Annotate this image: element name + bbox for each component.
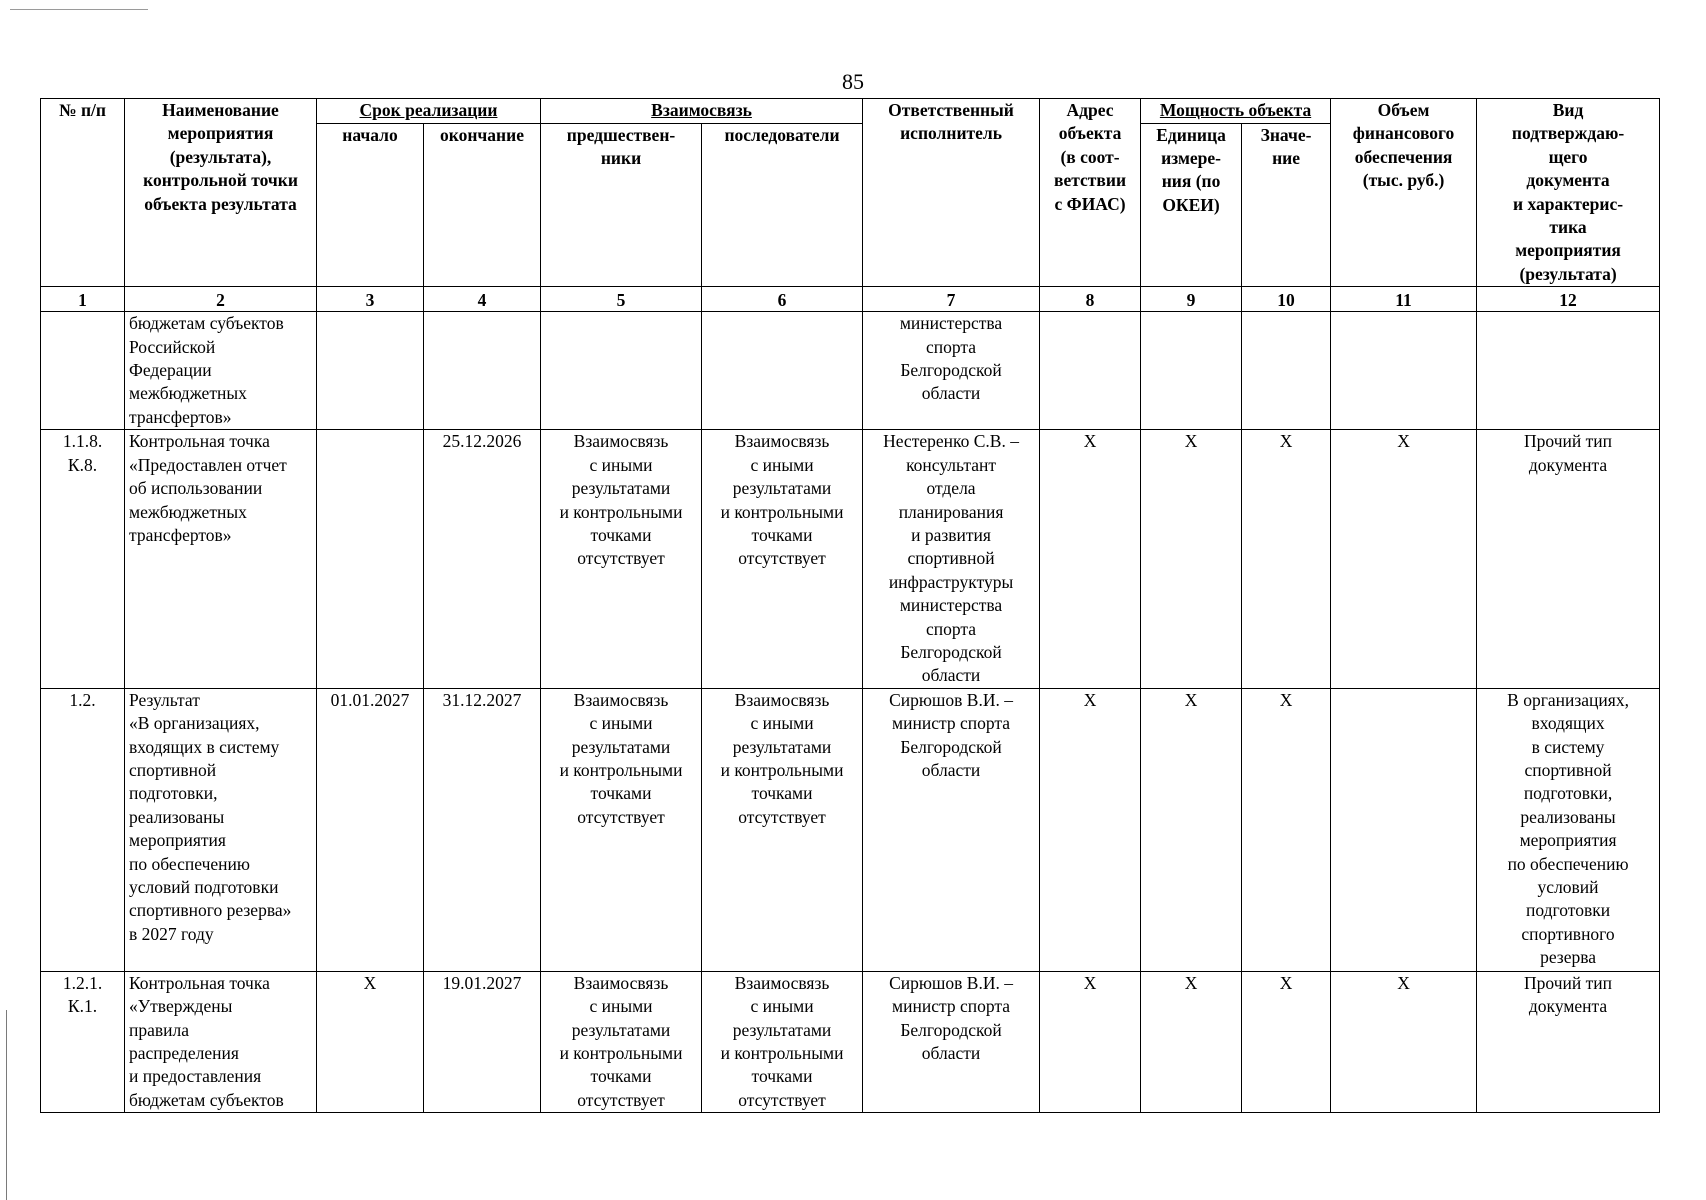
- header-term: Срок реализации: [317, 99, 541, 124]
- results-table: [40, 98, 1660, 1113]
- cell-doc-type: Прочий тип документа: [1477, 971, 1660, 1112]
- column-number: 6: [702, 287, 863, 312]
- column-number: 2: [125, 287, 317, 312]
- column-number: 1: [41, 287, 125, 312]
- cell-name: Контрольная точка «Предоставлен отчет об использовании межбюджетных трансфертов»: [125, 430, 317, 688]
- cell-finance: [1331, 312, 1477, 430]
- cell-name: Контрольная точка «Утверждены правила распределения и предоставления бюджетам субъектов: [125, 971, 317, 1112]
- cell-doc-type: Прочий тип документа: [1477, 430, 1660, 688]
- cell-predecessors: [541, 312, 702, 430]
- table-row: [41, 430, 1660, 688]
- header-num: № п/п: [41, 99, 125, 287]
- header-value: Значе- ние: [1242, 123, 1331, 287]
- cell-address: [1040, 312, 1141, 430]
- cell-start: X: [317, 971, 424, 1112]
- top-edge-rule: [10, 9, 148, 10]
- cell-start: [317, 430, 424, 688]
- header-relation: Взаимосвязь: [541, 99, 863, 124]
- cell-unit: [1141, 312, 1242, 430]
- column-number: 12: [1477, 287, 1660, 312]
- cell-num: [41, 312, 125, 430]
- cell-finance: X: [1331, 430, 1477, 688]
- cell-num: 1.2.1. К.1.: [41, 971, 125, 1112]
- column-number: 4: [424, 287, 541, 312]
- column-number: 7: [863, 287, 1040, 312]
- header-term-end: окончание: [424, 123, 541, 287]
- cell-executor: Сирюшов В.И. – министр спорта Белгородской области: [863, 971, 1040, 1112]
- column-number-row: [41, 287, 1660, 312]
- cell-num: 1.1.8. К.8.: [41, 430, 125, 688]
- cell-address: X: [1040, 971, 1141, 1112]
- cell-num: 1.2.: [41, 688, 125, 971]
- header-name: Наименование мероприятия (результата), контрольной точки объекта результата: [125, 99, 317, 287]
- header-predecessors: предшествен- ники: [541, 123, 702, 287]
- header-unit: Единица измере- ния (по ОКЕИ): [1141, 123, 1242, 287]
- header-capacity: Мощность объекта: [1141, 99, 1331, 124]
- header-finance: Объем финансового обеспечения (тыс. руб.): [1331, 99, 1477, 287]
- cell-doc-type: [1477, 312, 1660, 430]
- header-successors: последователи: [702, 123, 863, 287]
- left-edge-rule: [6, 1010, 7, 1200]
- column-number: 10: [1242, 287, 1331, 312]
- cell-value: X: [1242, 430, 1331, 688]
- cell-value: [1242, 312, 1331, 430]
- cell-executor: Сирюшов В.И. – министр спорта Белгородской области: [863, 688, 1040, 971]
- column-number: 5: [541, 287, 702, 312]
- cell-executor: министерства спорта Белгородской области: [863, 312, 1040, 430]
- cell-successors: Взаимосвязь с иными результатами и контрольными точками отсутствует: [702, 688, 863, 971]
- cell-predecessors: Взаимосвязь с иными результатами и контрольными точками отсутствует: [541, 971, 702, 1112]
- table-row: [41, 971, 1660, 1112]
- cell-value: X: [1242, 971, 1331, 1112]
- cell-start: [317, 312, 424, 430]
- header-term-start: начало: [317, 123, 424, 287]
- cell-end: 19.01.2027: [424, 971, 541, 1112]
- column-number: 3: [317, 287, 424, 312]
- header-doc-type: Вид подтверждаю- щего документа и характерис- тика мероприятия (результата): [1477, 99, 1660, 287]
- column-number: 9: [1141, 287, 1242, 312]
- cell-successors: Взаимосвязь с иными результатами и контрольными точками отсутствует: [702, 430, 863, 688]
- column-number: 11: [1331, 287, 1477, 312]
- header-row-top: [41, 99, 1660, 124]
- table-row: [41, 688, 1660, 971]
- cell-name: Результат «В организациях, входящих в систему спортивной подготовки, реализованы мероприятия по обеспечению условий подготовки спортивного резерва» в 2027 году: [125, 688, 317, 971]
- page-number: 85: [842, 69, 864, 94]
- cell-end: 31.12.2027: [424, 688, 541, 971]
- cell-start: 01.01.2027: [317, 688, 424, 971]
- cell-finance: [1331, 688, 1477, 971]
- cell-predecessors: Взаимосвязь с иными результатами и контрольными точками отсутствует: [541, 688, 702, 971]
- cell-unit: X: [1141, 688, 1242, 971]
- header-executor: Ответственный исполнитель: [863, 99, 1040, 287]
- cell-address: X: [1040, 688, 1141, 971]
- cell-value: X: [1242, 688, 1331, 971]
- cell-executor: Нестеренко С.В. – консультант отдела планирования и развития спортивной инфраструктуры министерства спорта Белгородской области: [863, 430, 1040, 688]
- cell-unit: X: [1141, 971, 1242, 1112]
- cell-successors: Взаимосвязь с иными результатами и контрольными точками отсутствует: [702, 971, 863, 1112]
- table-row: [41, 312, 1660, 430]
- cell-finance: X: [1331, 971, 1477, 1112]
- cell-unit: X: [1141, 430, 1242, 688]
- header-address: Адрес объекта (в соот- ветствии с ФИАС): [1040, 99, 1141, 287]
- cell-name: бюджетам субъектов Российской Федерации межбюджетных трансфертов»: [125, 312, 317, 430]
- column-number: 8: [1040, 287, 1141, 312]
- cell-predecessors: Взаимосвязь с иными результатами и контрольными точками отсутствует: [541, 430, 702, 688]
- cell-successors: [702, 312, 863, 430]
- cell-doc-type: В организациях, входящих в систему спортивной подготовки, реализованы мероприятия по обеспечению условий подготовки спортивного резерва: [1477, 688, 1660, 971]
- cell-end: 25.12.2026: [424, 430, 541, 688]
- cell-address: X: [1040, 430, 1141, 688]
- cell-end: [424, 312, 541, 430]
